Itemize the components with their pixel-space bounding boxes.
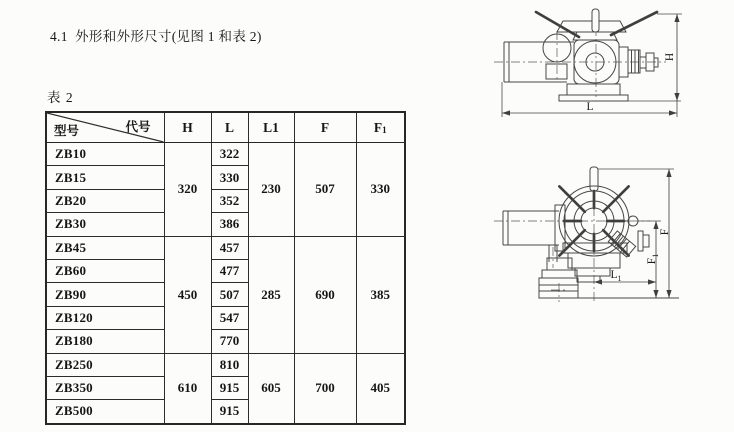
table-row bbox=[46, 236, 405, 259]
column-header-subscript: 1 bbox=[382, 124, 387, 135]
motor-housing bbox=[503, 205, 565, 262]
l-value-cell: 915 bbox=[211, 376, 248, 399]
column-header-F1 bbox=[356, 112, 405, 143]
dim-label-H: H bbox=[664, 52, 676, 62]
f-value-cell: 690 bbox=[294, 236, 356, 353]
model-cell: ZB45 bbox=[46, 236, 164, 259]
l-value-cell: 810 bbox=[211, 353, 248, 376]
l-value-cell: 386 bbox=[211, 213, 248, 236]
centerlines bbox=[494, 173, 650, 302]
l1-value-cell: 605 bbox=[248, 353, 294, 424]
handle-bar-left bbox=[536, 12, 579, 37]
l-value-cell: 915 bbox=[211, 400, 248, 424]
model-cell: ZB350 bbox=[46, 376, 164, 399]
l-value-cell: 322 bbox=[211, 143, 248, 166]
figure-actuator-front-view bbox=[488, 160, 734, 310]
column-header-label: F bbox=[373, 119, 383, 135]
dimension-table bbox=[45, 111, 406, 425]
f1-value-cell: 385 bbox=[356, 236, 405, 353]
base-flange bbox=[559, 84, 628, 101]
f1-value-cell: 330 bbox=[356, 143, 405, 237]
h-value-cell: 320 bbox=[164, 143, 211, 237]
table-row bbox=[46, 143, 405, 166]
f-value-cell: 507 bbox=[294, 143, 356, 237]
actuator-outline bbox=[504, 9, 658, 101]
h-value-cell: 610 bbox=[164, 353, 211, 424]
dim-label-F1: $F_1$ bbox=[646, 253, 660, 265]
corner-row-axis-label: 型号 bbox=[54, 124, 80, 138]
column-header-H bbox=[164, 112, 211, 143]
h-value-cell: 450 bbox=[164, 236, 211, 353]
column-header-F bbox=[294, 112, 356, 143]
l1-value-cell: 230 bbox=[248, 143, 294, 237]
dim-label-F: F bbox=[659, 228, 671, 236]
section-heading: 4.1 外形和外形尺寸(见图 1 和表 2) bbox=[50, 29, 262, 44]
table-caption: 表 2 bbox=[47, 90, 74, 105]
figure-actuator-top-view bbox=[488, 2, 734, 128]
column-header-label: F bbox=[320, 119, 330, 135]
f1-value-cell: 405 bbox=[356, 353, 405, 424]
column-header-label: H bbox=[182, 119, 193, 135]
l-value-cell: 507 bbox=[211, 283, 248, 306]
l-value-cell: 547 bbox=[211, 306, 248, 329]
corner-col-axis-label: 代号 bbox=[125, 120, 151, 134]
model-cell: ZB250 bbox=[46, 353, 164, 376]
model-cell: ZB15 bbox=[46, 166, 164, 189]
thrust-base bbox=[539, 258, 578, 298]
valve-stem bbox=[590, 167, 598, 191]
model-cell: ZB500 bbox=[46, 400, 164, 424]
l-value-cell: 330 bbox=[211, 166, 248, 189]
column-header-label: L bbox=[224, 119, 234, 135]
column-header-L1 bbox=[248, 112, 294, 143]
model-cell: ZB10 bbox=[46, 143, 164, 166]
dim-label-L1: $L_1$ bbox=[610, 269, 622, 283]
column-header-label: L1 bbox=[263, 119, 279, 135]
model-cell: ZB180 bbox=[46, 330, 164, 353]
dim-label-L: L bbox=[586, 101, 594, 113]
l-value-cell: 352 bbox=[211, 189, 248, 212]
actuator-outline bbox=[503, 167, 679, 298]
corner-header-cell bbox=[46, 112, 164, 143]
handle-bar-right bbox=[611, 12, 657, 35]
f-value-cell: 700 bbox=[294, 353, 356, 424]
model-cell: ZB60 bbox=[46, 259, 164, 282]
model-cell: ZB20 bbox=[46, 189, 164, 212]
table-header-row bbox=[46, 112, 405, 143]
column-header-L bbox=[211, 112, 248, 143]
l1-value-cell: 285 bbox=[248, 236, 294, 353]
model-cell: ZB90 bbox=[46, 283, 164, 306]
table-row bbox=[46, 353, 405, 376]
model-cell: ZB30 bbox=[46, 213, 164, 236]
model-cell: ZB120 bbox=[46, 306, 164, 329]
l-value-cell: 457 bbox=[211, 236, 248, 259]
l-value-cell: 770 bbox=[211, 330, 248, 353]
l-value-cell: 477 bbox=[211, 259, 248, 282]
